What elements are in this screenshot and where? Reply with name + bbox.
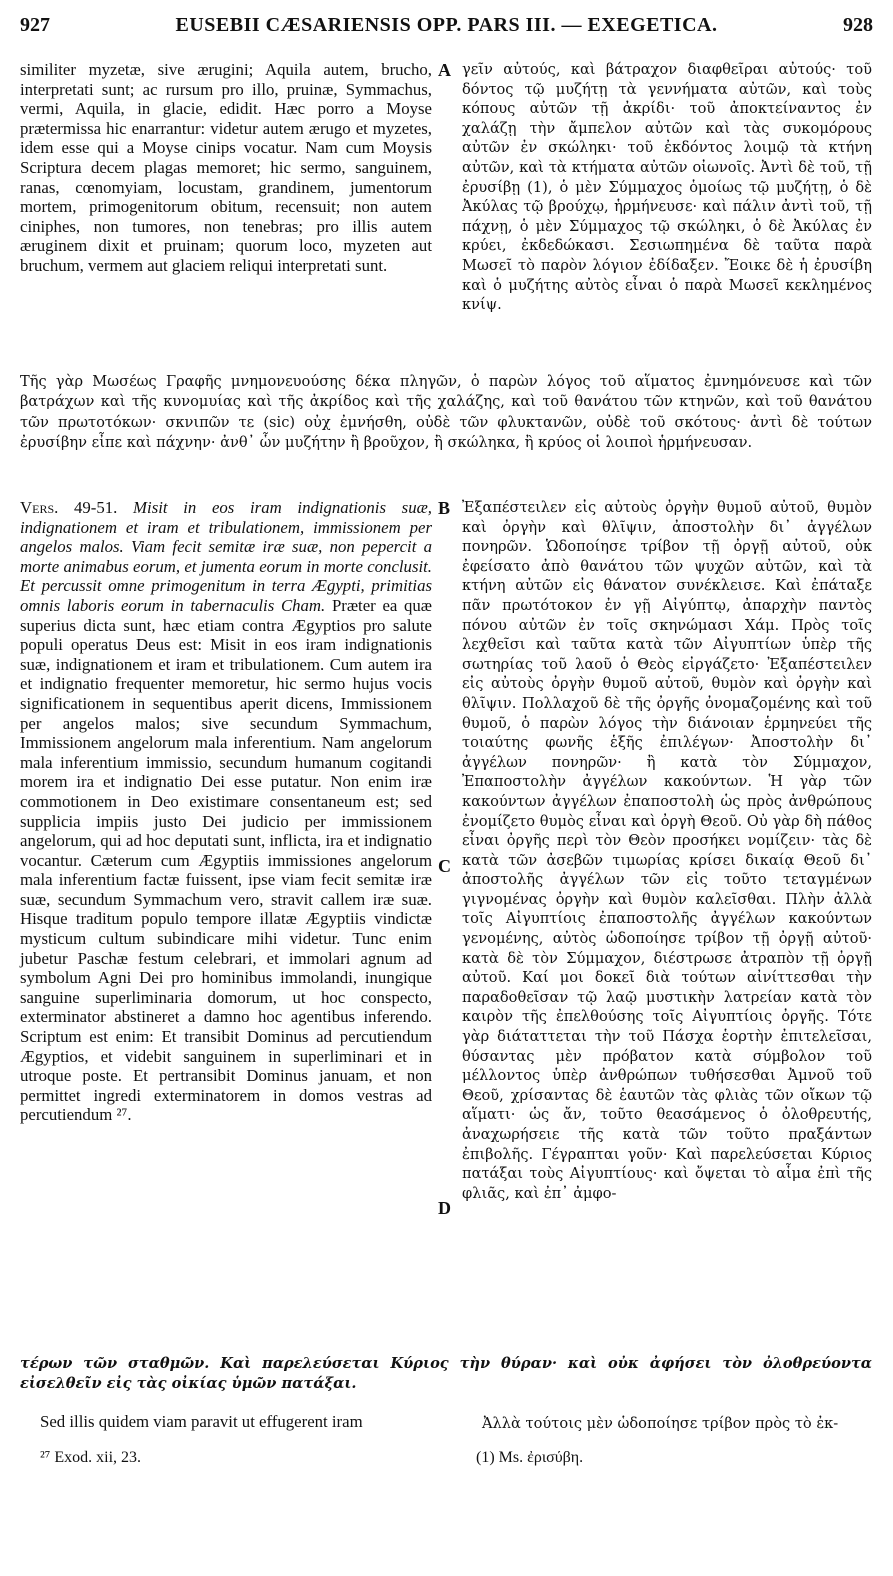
greek-last-line: Ἀλλὰ τούτοις μὲν ὡδοποίησε τρίβον πρὸς τὸ ἐκ- [482,1415,839,1432]
greek-col-section1: γεῖν αὐτούς, καὶ βάτραχον διαφθεῖραι αὐτούς· τοῦ δόντος τῷ μυζήτῃ τὰ γεννήματα αὐτῶν, καὶ τοὺς κόπους αὐτῶν τῇ ἀκρίδι· τοῦ ἀποκτείναντος ἐν χαλάζῃ τὴν ἄμπελον αὐτῶν καὶ τὰς συκομόρους αὐτῶν ἐν σκώληκι· τοῦ ἐκδόντος λοιμῷ τὰ κτήνη αὐτῶν, καὶ τὰ κτήματα αὐτῶν οἰωνοῖς. Ἀντὶ δὲ τοῦ, τῇ ἐρυσίβῃ (1), ὁ μὲν Σύμμαχος ὁμοίως τῷ μυζήτῃ, ὁ δὲ Ἀκύλας τῷ βρούχῳ, ἡρμήνευσε· καὶ πάλιν ἀντὶ τοῦ, τῇ πάχνῃ, ὁ μὲν Σύμμαχος τῷ σκώληκι, ὁ δὲ Ἀκύλας ἐν κρύει, ἐκδεδώκασι. Σεσιωπημένα δὲ ταῦτα παρὰ Μωσεῖ τὸ παρὸν λόγιον ἐδίδαξεν. Ἔοικε δὲ ἡ ἐρυσίβη καὶ ὁ μυζήτης αὐτὸς εἶναι ὁ παρὰ Μωσεῖ κεκλημένος κνίψ. [462,61,872,314]
greek-fullwidth-section2: τέρων τῶν σταθμῶν. Καὶ παρελεύσεται Κύριος τὴν θύραν· καὶ οὐκ ἀφήσει τὸν ὀλοθρεύοντα εἰσελθεῖν εἰς τὰς οἰκίας ὑμῶν πατάξαι. [20,1355,872,1393]
margin-marker-b: B [438,498,451,518]
verse-label: Vers. 49-51. [20,498,118,517]
running-title: EUSEBII CÆSARIENSIS OPP. PARS III. — EXEGETICA. [175,14,718,36]
footnote-left: ²⁷ Exod. xii, 23. [40,1449,142,1466]
latin-verse-text: Misit in eos iram indignationis suæ, indignationem et iram et tribulationem, immissionem per angelos malos. Viam fecit semitæ iræ suæ, non pepercit a morte animabus eorum, et jumenta eorum in morte conclusit. Et percussit omne primogenitum in terra Ægypti, primitias omnis laboris eorum in tabernaculis Cham. [20,498,432,615]
margin-marker-d: D [438,1198,451,1218]
running-header [20,14,873,40]
footnote-right: (1) Ms. ἐρισύβη. [476,1449,584,1466]
latin-last-line: Sed illis quidem viam paravit ut effugerent iram [40,1412,363,1431]
latin-col-section2 [20,498,432,1125]
latin-col-section1: similiter myzetæ, sive ærugini; Aquila autem, brucho, interpretati sunt; ac rursum pro illo, pruinæ, Symmachus, vermi, Aquila, in glacie, edidit. Hæc porro a Moyse prætermissa hic enarrantur: videtur autem ærugo et myzetes, idem esse qui a Moyse cinips vocatur. Nam cum Moysis Scriptura decem plagas memoret; hic sermo, sanguinem, ranas, cœnomyiam, locustam, grandinem, jumentorum mortem, primogenitorum obitum, recensuit; non autem ciniphes, non tumores, non tenebras; pro illis autem æruginem dixit et pruinam; quorum loco, myzeten aut bruchum, vermem aut glaciem reliqui interpretati sunt. [20,60,432,275]
page-number-right: 928 [843,14,873,36]
greek-col-section2: Ἐξαπέστειλεν εἰς αὐτοὺς ὀργὴν θυμοῦ αὐτοῦ, θυμὸν καὶ ὀργὴν καὶ θλῖψιν, ἀποστολὴν δι᾽ ἀγγέλων πονηρῶν. Ὡδοποίησε τρίβον τῇ ὀργῇ αὐτοῦ, οὐκ ἐφείσατο ἀπὸ θανάτου τῶν ψυχῶν αὐτῶν, καὶ τὰ κτήνη αὐτῶν εἰς θάνατον συνέκλεισε. Καὶ ἐπάταξε πᾶν πρωτότοκον ἐν γῇ Αἰγύπτῳ, ἀπαρχὴν παντὸς πόνου αὐτῶν ἐν τοῖς σκηνώμασι Χάμ. Πρὸς τοῖς λεχθεῖσι καὶ ταῦτα κατὰ τῶν Αἰγυπτίων ὑπὲρ τῆς σωτηρίας τοῦ λαοῦ ὁ Θεὸς εἰργάζετο· Ἐξαπέστειλεν εἰς αὐτοὺς ὀργὴν θυμοῦ αὐτοῦ, θυμὸν καὶ ὀργὴν καὶ θλῖψιν. Πολλαχοῦ δὲ τῆς ὀργῆς ὀνομαζομένης καὶ τοῦ θυμοῦ, ὁ παρὼν λόγος τὴν διάνοιαν ἑρμηνεύει τῆς τοιαύτης φωνῆς ἑξῆς ἐπιλέγων· Ἀποστολὴν δι᾽ ἀγγέλων πονηρῶν· ἢ κατὰ τὸν Σύμμαχον, Ἐπαποστολὴν ἀγγέλων κακούντων. Ἡ γὰρ τῶν κακούντων ἀγγέλων ἐπαποστολὴ ὡς πρὸς ἀνθρώπους ἐνομίζετο θυμὸς εἶναι καὶ ὀργὴ Θεοῦ. Οὐ γὰρ δὴ πάθος εἶναι ὀργῆς περὶ τὸν Θεὸν προσήκει νομίζειν· τὰς δὲ κατὰ τῶν ἀσεβῶν τιμωρίας κρίσει δικαίᾳ Θεοῦ δι᾽ ἀποστολῆς ἀγγέλων τῶν εἰς τοῦτο τεταγμένων γιγνομένας ὀργὴν καὶ θυμὸν καλεῖσθαι. Πλὴν ἀλλὰ τοῖς Αἰγυπτίοις ἐπαποστολῆς ἀγγέλων κακούντων γενομένης, αὐτὸς ὡδοποίησε τρίβον τῇ ὀργῇ αὐτοῦ· κατὰ δὲ τὸν Σύμμαχον, διέστρωσε ἀτραπὸν τῇ ὀργῇ αὐτοῦ. Καί μοι δοκεῖ διὰ τούτων αἰνίττεσθαι τὴν παραδοθεῖσαν τῷ λαῷ μυστικὴν λατρείαν κατὰ τὸν καιρὸν τῆς ἐπελθούσης τοῖς Αἰγυπτίοις ὀργῆς. Τότε γὰρ διάταττεται τὴν τοῦ Πάσχα ἑορτὴν ἐπιτελεῖσαι, θύσαντας μὲν πρόβατον κατὰ σύμβολον τοῦ μέλλοντος ὑπὲρ ἀνθρώπων τυθήσεσθαι Ἀμνοῦ τοῦ Θεοῦ, χρίσαντας δὲ ἑαυτῶν τὰς φλιὰς τῶν οἴκων τῷ αἵματι· ὡς ἄν, τοῦτο θεασάμενος ὁ ὀλοθρευτής, ἀναχωρήσειε τῆς κατὰ τῶν τοῦτο πραξάντων ἐπιβολῆς. Γέγραπται γοῦν· Καὶ παρελεύσεται Κύριος πατάξαι τοὺς Αἰγυπτίους· καὶ ὄψεται τὸ αἷμα ἐπὶ τῆς φλιᾶς, καὶ ἐπ᾽ ἀμφο- [462,499,872,1202]
margin-marker-a: A [438,60,451,80]
greek-fullwidth-section1: Τῆς γὰρ Μωσέως Γραφῆς μνημονευούσης δέκα πληγῶν, ὁ παρὼν λόγος τοῦ αἵματος ἐμνημόνευσε καὶ τῶν βατράχων καὶ τῆς κυνομυίας καὶ τῆς ἀκρίδος καὶ τῆς χαλάζης, καὶ τοῦ θανάτου τῶν κτηνῶν, καὶ τοῦ θανάτου τῶν πρωτοτόκων· σκνιπῶν τε (sic) οὐχ ἐμνήσθη, οὐδὲ τῶν φλυκτανῶν, οὐδὲ τοῦ σκότους· ἀντὶ δὲ τούτων ἐρυσίβην εἶπε καὶ πάχνην· ἀνθ᾽ ὧν μυζήτην ἢ βροῦχον, ἢ σκώληκα, ἢ κρύος οἱ λοιποὶ ἡρμήνευσαν. [20,373,872,452]
latin-commentary: Præter ea quæ superius dicta sunt, hæc etiam contra Ægyptios pro salute populi operatus Deus est: Misit in eos iram indignationis suæ, indignationem et iram et tribulationem. Cum autem ira et indignatio frequenter memoretur, hic sermo hujus vocis significationem in sequentibus aperit dicens, Immissionem per angelos malos; sive secundum Symmachum, Immissionem angelorum mala inferentium. Nam angelorum mala inferentium immissio, secundum humanum cogitandi morem ira et indignatio Dei esse putatur. Non enim iræ commotionem in Deo existimare consentaneum est; sed supplicia impiis justo Dei judicio per immissionem angelorum, qui ad hoc deputati sunt, inflicta, ira et indignatio vocantur. Cæterum cum Ægyptiis immissiones angelorum mala inferentium factæ fuissent, ipse viam fecit semitæ iræ suæ, secundum Symmachum vero, stravit callem iræ suæ. Hisque traditum populo tempore illatæ Ægyptiis vindictæ mysticum cultum subindicare mihi videtur. Tunc enim jubetur Paschæ festum celebrari, et immolari agnum ad symbolum Agni Dei pro hominibus immolandi, inungique sanguine superliminaria domorum, ut hoc conspecto, exterminator abstineret a damno hoc agentibus inferendo. Scriptum est enim: Et transibit Dominus ad percutiendum Ægyptios, et videbit sanguinem in superliminari et in utroque poste. Et pertransibit Dominus januam, et non permittet ingredi exterminatorem in domos vestras ad percutiendum ²⁷. [20,595,433,1125]
margin-marker-c: C [438,856,451,876]
page-number-left: 927 [20,14,50,36]
